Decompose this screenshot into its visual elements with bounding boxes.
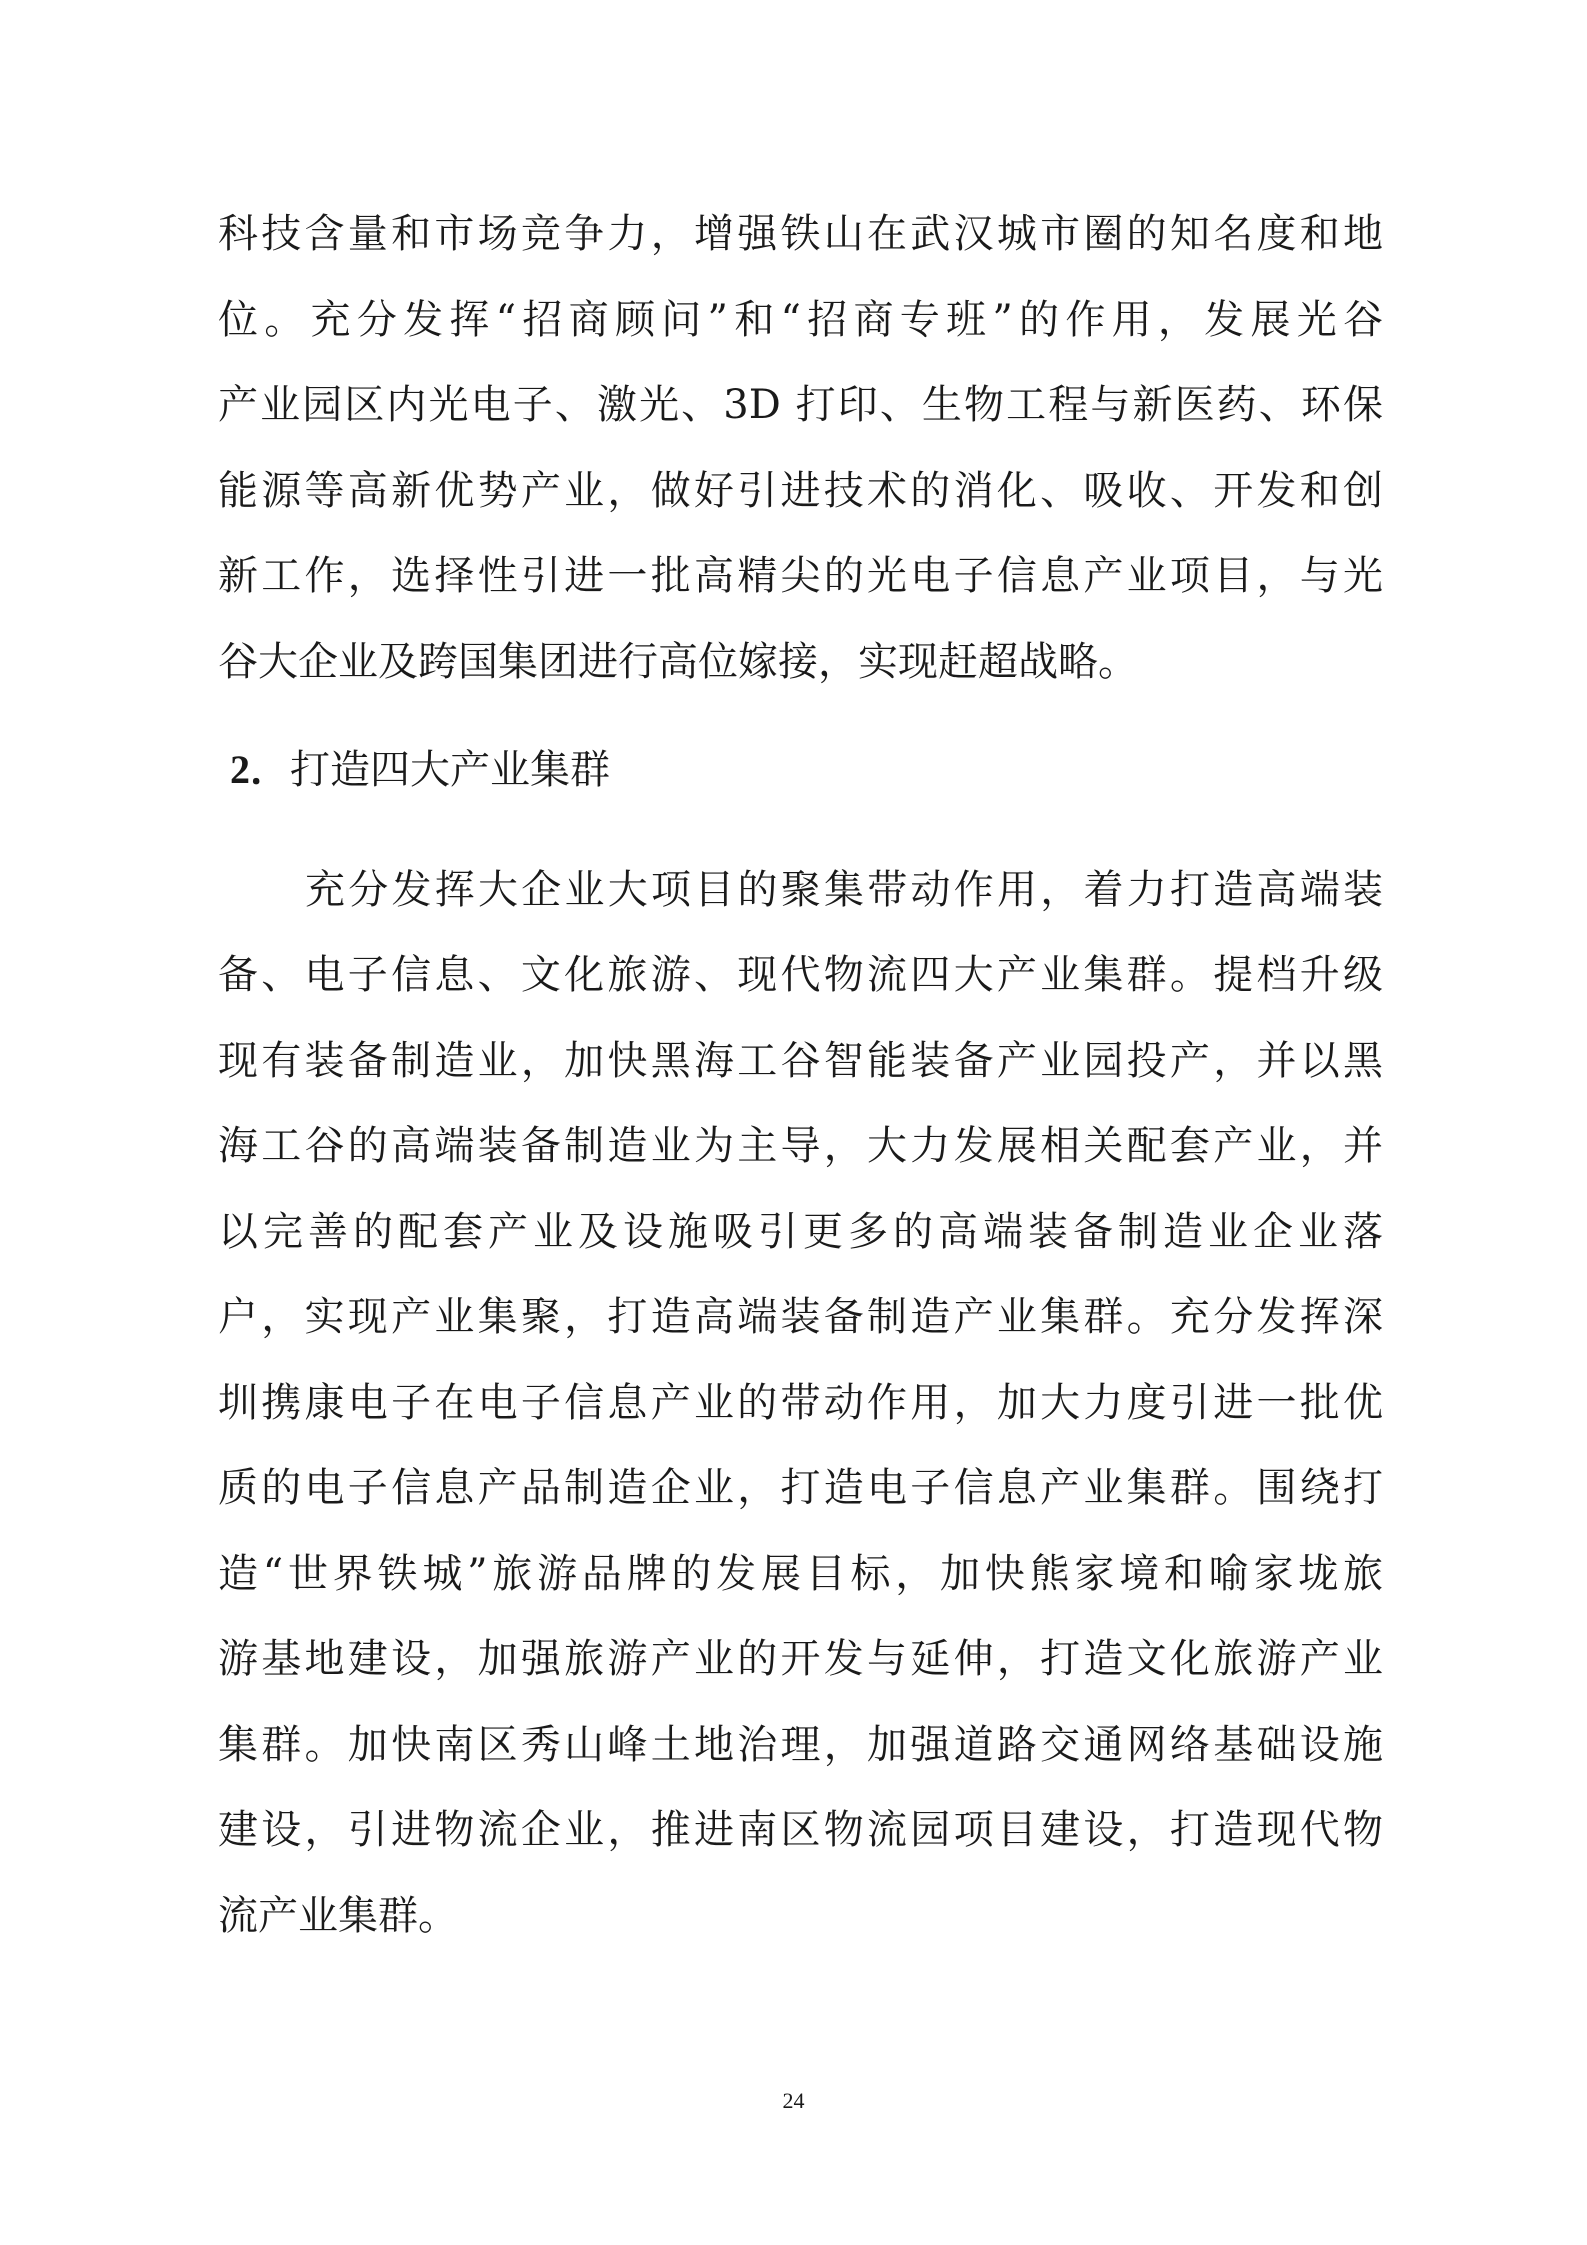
text-line: 造“世界铁城”旅游品牌的发展目标，加快熊家境和喻家垅旅: [218, 1551, 1383, 1597]
text-line: 集群。加快南区秀山峰土地治理，加强道路交通网络基础设施: [218, 1722, 1383, 1768]
section-number: 2．: [230, 747, 290, 792]
text-line: 科技含量和市场竞争力，增强铁山在武汉城市圈的知名度和地: [218, 211, 1383, 257]
text-line: 位。充分发挥“招商顾问”和“招商专班”的作用，发展光谷: [218, 297, 1383, 343]
text-line: 谷大企业及跨国集团进行高位嫁接，实现赶超战略。: [218, 639, 1138, 685]
text-line: 现有装备制造业，加快黑海工谷智能装备产业园投产，并以黑: [218, 1038, 1383, 1084]
text-line: 流产业集群。: [218, 1893, 458, 1939]
text-line: 充分发挥大企业大项目的聚集带动作用，着力打造高端装: [305, 867, 1383, 913]
text-line: 新工作，选择性引进一批高精尖的光电子信息产业项目，与光: [218, 553, 1383, 599]
text-line: 户，实现产业集聚，打造高端装备制造产业集群。充分发挥深: [218, 1294, 1383, 1340]
text-line: 海工谷的高端装备制造业为主导，大力发展相关配套产业，并: [218, 1123, 1383, 1169]
page-number: 24: [782, 2088, 805, 2113]
text-line: 质的电子信息产品制造企业，打造电子信息产业集群。围绕打: [218, 1465, 1383, 1511]
text-line: 建设，引进物流企业，推进南区物流园项目建设，打造现代物: [218, 1807, 1383, 1853]
text-line: 圳携康电子在电子信息产业的带动作用，加大力度引进一批优: [218, 1380, 1383, 1426]
text-line: 产业园区内光电子、激光、3D 打印、生物工程与新医药、环保: [218, 382, 1383, 428]
text-line: 能源等高新优势产业，做好引进技术的消化、吸收、开发和创: [218, 468, 1383, 514]
text-line: 备、电子信息、文化旅游、现代物流四大产业集群。提档升级: [218, 952, 1383, 998]
section-heading: [230, 746, 610, 794]
text-line: 游基地建设，加强旅游产业的开发与延伸，打造文化旅游产业: [218, 1636, 1383, 1682]
text-line: 以完善的配套产业及设施吸引更多的高端装备制造业企业落: [218, 1209, 1383, 1255]
section-title: 打造四大产业集群: [290, 747, 610, 793]
